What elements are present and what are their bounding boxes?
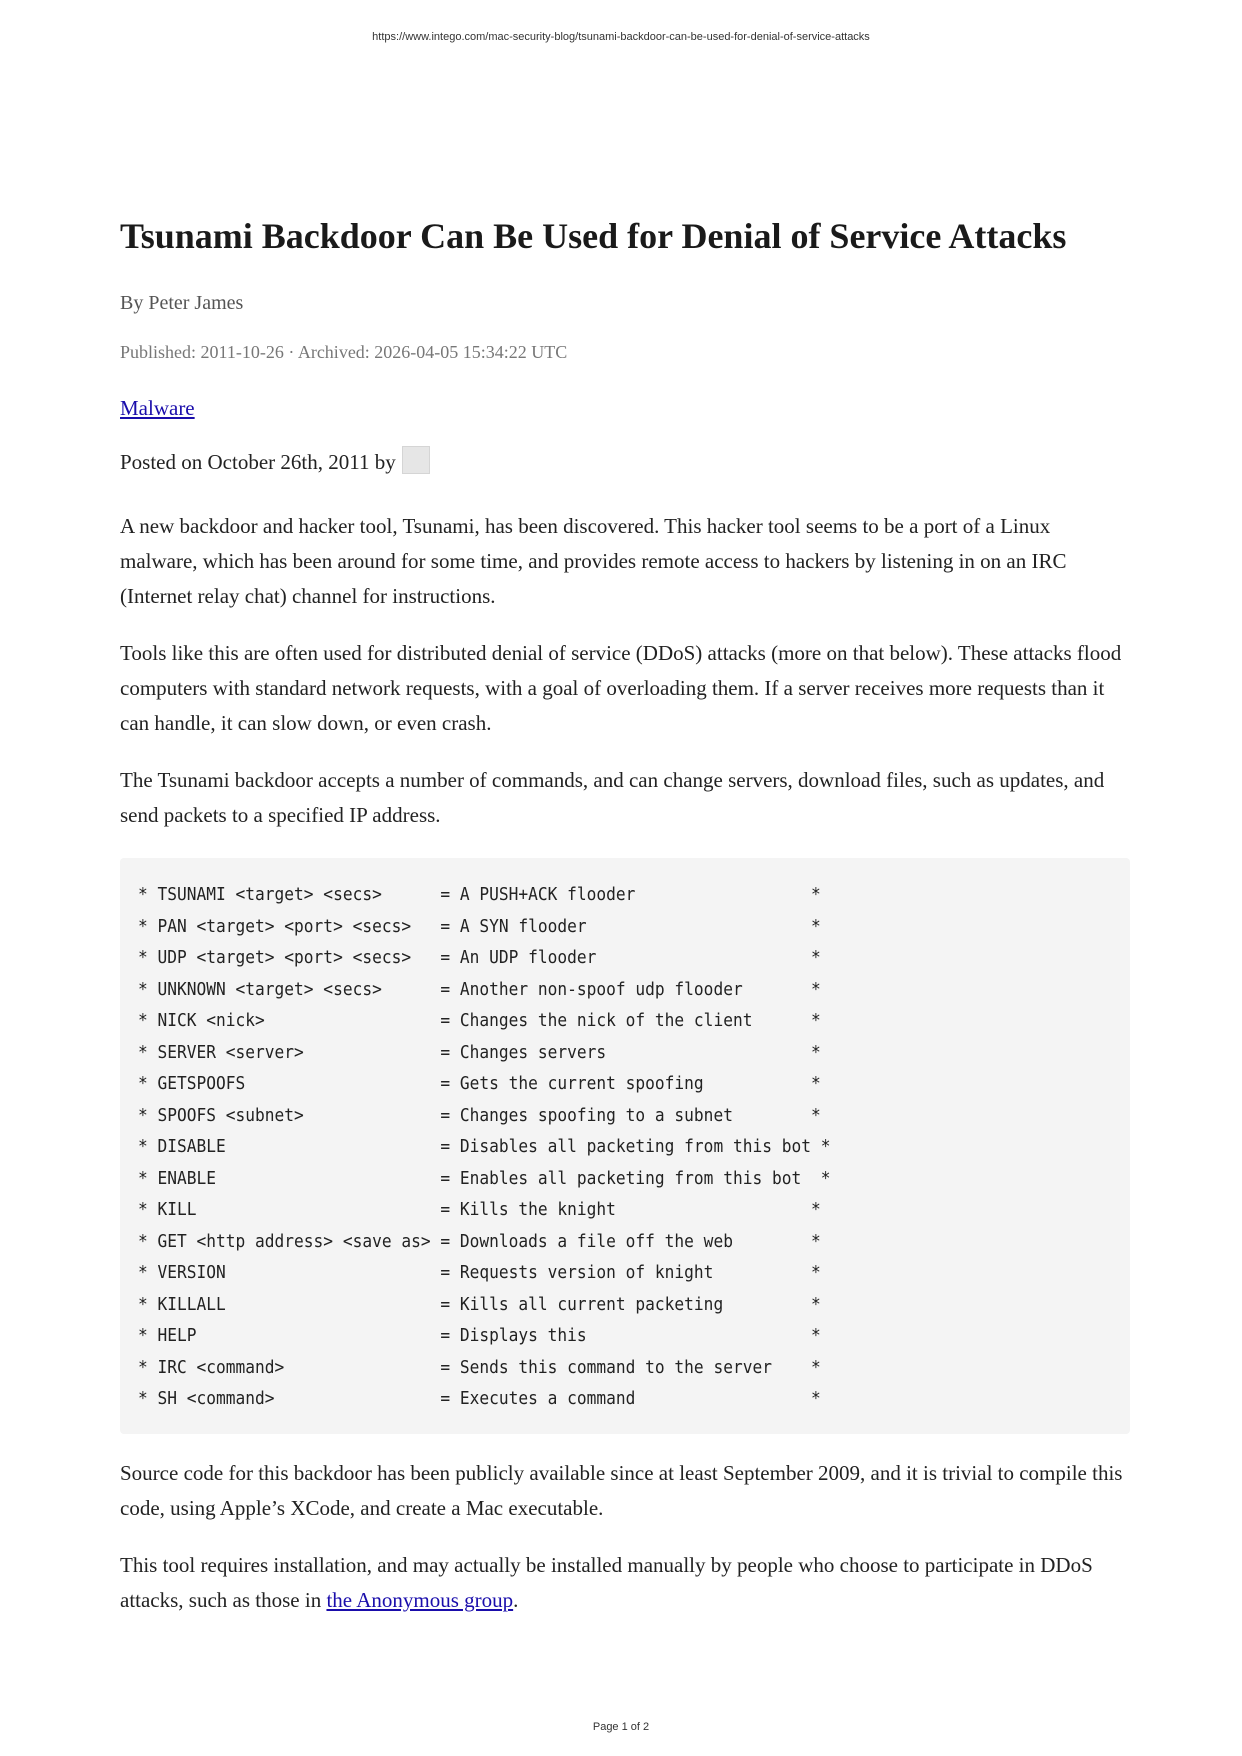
page-number: Page 1 of 2 [592, 1721, 650, 1733]
paragraph-source-code: Source code for this backdoor has been publicly available since at least September 2009, and it is trivial to compile this code, using Apple’s XCode, and create a Mac executable. [120, 1461, 1123, 1520]
code-line: * PAN <target> <port> <secs> = A SYN flooder * [138, 915, 821, 937]
paragraph-commands: The Tsunami backdoor accepts a number of commands, and can change servers, download files, such as updates, and send packets to a specified IP address. [120, 768, 1105, 827]
posted-text: Posted on October 26th, 2011 by [120, 450, 396, 474]
code-line: * GET <http address> <save as> = Downloads a file off the web * [138, 1230, 821, 1252]
author-avatar [402, 446, 430, 474]
code-line: * TSUNAMI <target> <secs> = A PUSH+ACK flooder * [138, 884, 821, 905]
page-header-url: https://www.intego.com/mac-security-blog/tsunami-backdoor-can-be-used-for-denial-of-service-attacks [372, 31, 870, 43]
paragraph-ddos: Tools like this are often used for distributed denial of service (DDoS) attacks (more on that below). These attacks flood computers with standard network requests, with a goal of overloading them. If a server receives more requests than it can handle, it can slow down, or even crash. [120, 641, 1122, 735]
code-line: * HELP = Displays this * [138, 1325, 821, 1346]
code-line: * VERSION = Requests version of knight * [138, 1262, 821, 1283]
code-line: * DISABLE = Disables all packeting from this bot * [138, 1136, 831, 1157]
article-title: Tsunami Backdoor Can Be Used for Denial of Service Attacks [120, 216, 1067, 256]
code-line: * SH <command> = Executes a command * [138, 1388, 821, 1409]
code-line: * ENABLE = Enables all packeting from this bot * [138, 1167, 831, 1189]
category-link[interactable]: Malware [120, 396, 195, 420]
code-line: * KILL = Kills the knight * [138, 1199, 821, 1220]
paragraph-installation-text: This tool requires installation, and may actually be installed manually by people who choose to participate in DDoS attacks, such as those in [120, 1553, 1093, 1612]
paragraph-intro: A new backdoor and hacker tool, Tsunami, has been discovered. This hacker tool seems to be a port of a Linux malware, which has been around for some time, and provides remote access to hackers by listening in on an IRC (Internet relay chat) channel for instructions. [120, 514, 1067, 608]
code-line: * SERVER <server> = Changes servers * [138, 1041, 821, 1063]
code-line: * IRC <command> = Sends this command to the server * [138, 1356, 821, 1378]
code-block [120, 858, 1130, 1434]
anonymous-group-link[interactable]: the Anonymous group [326, 1588, 514, 1612]
posted-line [120, 448, 430, 476]
code-line: * SPOOFS <subnet> = Changes spoofing to a subnet * [138, 1104, 821, 1126]
code-line: * KILLALL = Kills all current packeting * [138, 1293, 821, 1315]
article-byline: By Peter James [120, 292, 244, 314]
paragraph-installation-end: . [513, 1588, 519, 1612]
code-line: * NICK <nick> = Changes the nick of the client * [138, 1010, 821, 1031]
code-line: * GETSPOOFS = Gets the current spoofing * [138, 1073, 821, 1094]
code-line: * UNKNOWN <target> <secs> = Another non-spoof udp flooder * [138, 978, 821, 1000]
article-meta: Published: 2011-10-26 · Archived: 2026-04-05 15:34:22 UTC [120, 342, 568, 362]
paragraph-installation [120, 1548, 1130, 1618]
code-line: * UDP <target> <port> <secs> = An UDP flooder * [138, 947, 821, 968]
